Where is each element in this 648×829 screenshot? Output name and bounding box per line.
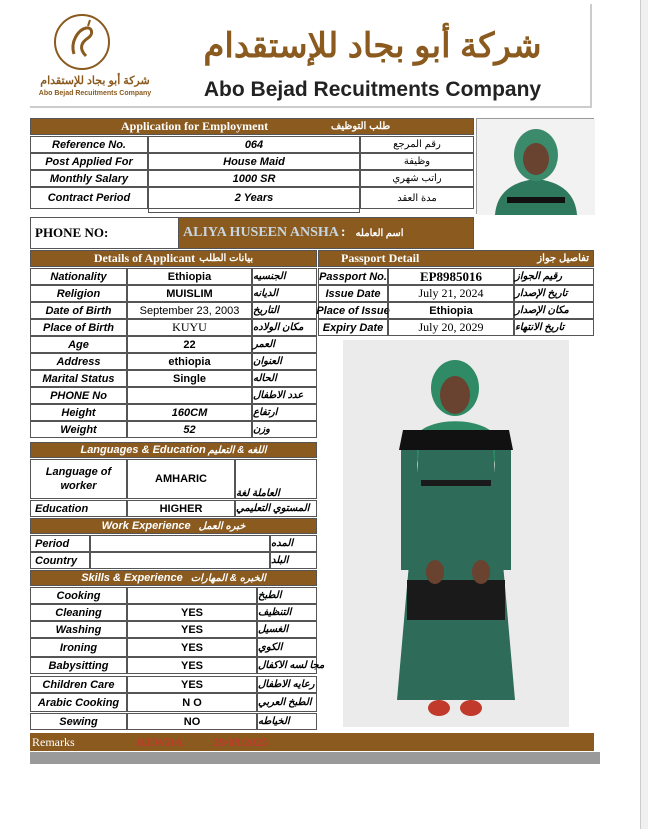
detail-row-label-ar: عدد الاطفال (252, 387, 317, 404)
languages-title: Languages & Education (80, 444, 206, 456)
passport-row-label: Passport No. (318, 268, 388, 285)
app-row-spacer (148, 209, 360, 213)
skill-row-value: YES (127, 657, 257, 674)
skill-row-label-ar: التنظيف (257, 604, 317, 621)
detail-row-label-ar: العمر (252, 336, 317, 353)
applicant-full-photo (343, 340, 569, 727)
logo-text-ar: شركة أبو بجاد للإستقدام (40, 75, 150, 87)
applicant-name-label-ar: اسم العامله (355, 227, 404, 239)
remarks-label: Remarks (32, 735, 75, 749)
work-row-label: Period (30, 535, 90, 552)
remarks-value: REWDA (137, 735, 184, 749)
detail-row-label: PHONE No (30, 387, 127, 404)
work-header (30, 518, 317, 534)
skills-title: Skills & Experience (81, 572, 183, 584)
detail-row-value: KUYU (127, 319, 252, 336)
passport-row-label: Expiry Date (318, 319, 388, 336)
app-row-value: House Maid (148, 153, 360, 170)
detail-row-label: Nationality (30, 268, 127, 285)
skill-row-label-ar: الطبخ العربي (257, 693, 317, 712)
skill-row-value: YES (127, 638, 257, 657)
passport-row-label-ar: تاريخ الإصدار (514, 285, 594, 302)
skill-row-value: NO (127, 713, 257, 730)
page-right-border (640, 0, 648, 829)
skill-row-label-ar: الخياطه (257, 713, 317, 730)
passport-row-label-ar: مكان الإصدار (514, 302, 594, 319)
skill-row-label-ar: رعايه الاطفال (257, 676, 317, 693)
skills-title-ar: الخبره & المهارات (190, 572, 266, 584)
passport-row-label-ar: تاريخ الانتهاء (514, 319, 594, 336)
app-row-value: 2 Years (148, 187, 360, 209)
detail-row-label-ar: وزن (252, 421, 317, 438)
passport-title-en: Passport Detail (341, 251, 420, 265)
app-row-label: Reference No. (30, 136, 148, 153)
detail-row-label-ar: ارتفاع (252, 404, 317, 421)
skill-row-label: Ironing (30, 638, 127, 657)
application-title-ar: طلب التوظيف (331, 121, 391, 132)
logo-emblem-icon (52, 12, 112, 72)
detail-row-label-ar: التاريخ (252, 302, 317, 319)
phone-label: PHONE NO: (30, 217, 178, 249)
skill-row-label-ar: مجا لسه الاكفال (257, 657, 317, 674)
work-row-value (90, 552, 270, 569)
app-row-value: 1000 SR (148, 170, 360, 187)
detail-row-value: ethiopia (127, 353, 252, 370)
detail-row-label: Height (30, 404, 127, 421)
app-row-label-ar: راتب شهري (360, 170, 474, 187)
language-label-ar: العاملة لغة (235, 459, 317, 499)
skill-row-label: Babysitting (30, 657, 127, 674)
skill-row-label-ar: الطبخ (257, 587, 317, 604)
skill-row-label: Cleaning (30, 604, 127, 621)
details-title-en: Details of Applicant (93, 251, 196, 265)
skill-row-value: YES (127, 604, 257, 621)
details-title-ar: بيانات الطلب (199, 253, 254, 264)
remarks-date: 29/09/2025 (213, 735, 268, 749)
skill-row-label: Cooking (30, 587, 127, 604)
education-label: Education (30, 500, 127, 517)
language-label-text: Language of worker (45, 466, 112, 492)
work-title: Work Experience (101, 520, 191, 532)
footer-shadow (30, 752, 600, 764)
app-row-value: 064 (148, 136, 360, 153)
detail-row-label-ar: الجنسيه (252, 268, 317, 285)
skill-row-value: N O (127, 693, 257, 712)
language-label (30, 459, 127, 499)
detail-row-label-ar: العنوان (252, 353, 317, 370)
work-row-label: Country (30, 552, 90, 569)
detail-row-label: Weight (30, 421, 127, 438)
passport-row-value: July 21, 2024 (388, 285, 514, 302)
skill-row-value (127, 587, 257, 604)
detail-row-label-ar: مكان الولاده (252, 319, 317, 336)
detail-row-label: Religion (30, 285, 127, 302)
detail-row-value (127, 387, 252, 404)
language-value: AMHARIC (127, 459, 235, 499)
passport-row-value: July 20, 2029 (388, 319, 514, 336)
passport-title-ar: تفاصيل جواز (537, 253, 589, 264)
logo-text-en: Abo Bejad Recuitments Company (38, 90, 152, 97)
skill-row-label: Sewing (30, 713, 127, 730)
skill-row-value: YES (127, 676, 257, 693)
detail-row-value: 52 (127, 421, 252, 438)
detail-row-value: MUISLIM (127, 285, 252, 302)
app-row-label: Post Applied For (30, 153, 148, 170)
skill-row-label: Washing (30, 621, 127, 638)
applicant-name: ALIYA HUSEEN ANSHA (183, 225, 339, 240)
detail-row-label: Place of Birth (30, 319, 127, 336)
company-name-en: Abo Bejad Recuitments Company (203, 78, 542, 101)
application-title-en: Application for Employment (121, 119, 269, 133)
passport-row-value: Ethiopia (388, 302, 514, 319)
skill-row-label-ar: الكوي (257, 638, 317, 657)
app-row-label: Monthly Salary (30, 170, 148, 187)
passport-row-label-ar: رقيم الجواز (514, 268, 594, 285)
work-title-ar: خبره العمل (198, 520, 246, 532)
detail-row-label-ar: الديانه (252, 285, 317, 302)
remarks-bar (30, 733, 594, 751)
work-row-label-ar: البلد (270, 552, 317, 569)
education-value: HIGHER (127, 500, 235, 517)
languages-title-ar: اللغه & التعليم (207, 444, 267, 456)
application-header (30, 118, 474, 135)
work-row-label-ar: المده (270, 535, 317, 552)
skill-row-label-ar: الغسيل (257, 621, 317, 638)
detail-row-value: 160CM (127, 404, 252, 421)
skill-row-label: Children Care (30, 676, 127, 693)
detail-row-label-ar: الحاله (252, 370, 317, 387)
app-row-label: Contract Period (30, 187, 148, 209)
education-label-ar: المستوي التعليمي (235, 500, 317, 517)
skill-row-value: YES (127, 621, 257, 638)
detail-row-label: Age (30, 336, 127, 353)
company-name-ar: شركة أبو بجاد للإستقدام (203, 27, 542, 65)
passport-row-label: Issue Date (318, 285, 388, 302)
detail-row-value: Ethiopia (127, 268, 252, 285)
work-row-value (90, 535, 270, 552)
passport-header (318, 250, 594, 267)
detail-row-value: 22 (127, 336, 252, 353)
applicant-name-suffix: : (340, 225, 346, 240)
skills-header (30, 570, 317, 586)
applicant-name-field (178, 217, 474, 249)
detail-row-value: Single (127, 370, 252, 387)
passport-row-value: EP8985016 (388, 268, 514, 285)
letterhead (30, 4, 592, 108)
detail-row-value: September 23, 2003 (127, 302, 252, 319)
app-row-label-ar: وظيفة (360, 153, 474, 170)
passport-row-label: Place of Issue (318, 302, 388, 319)
detail-row-label: Address (30, 353, 127, 370)
detail-row-label: Marital Status (30, 370, 127, 387)
detail-row-label: Date of Birth (30, 302, 127, 319)
details-header (30, 250, 317, 267)
applicant-portrait-photo (476, 118, 594, 214)
skill-row-label: Arabic Cooking (30, 693, 127, 712)
app-row-label-ar: مدة العقد (360, 187, 474, 209)
languages-header (30, 442, 317, 458)
app-row-label-ar: رقم المرجع (360, 136, 474, 153)
